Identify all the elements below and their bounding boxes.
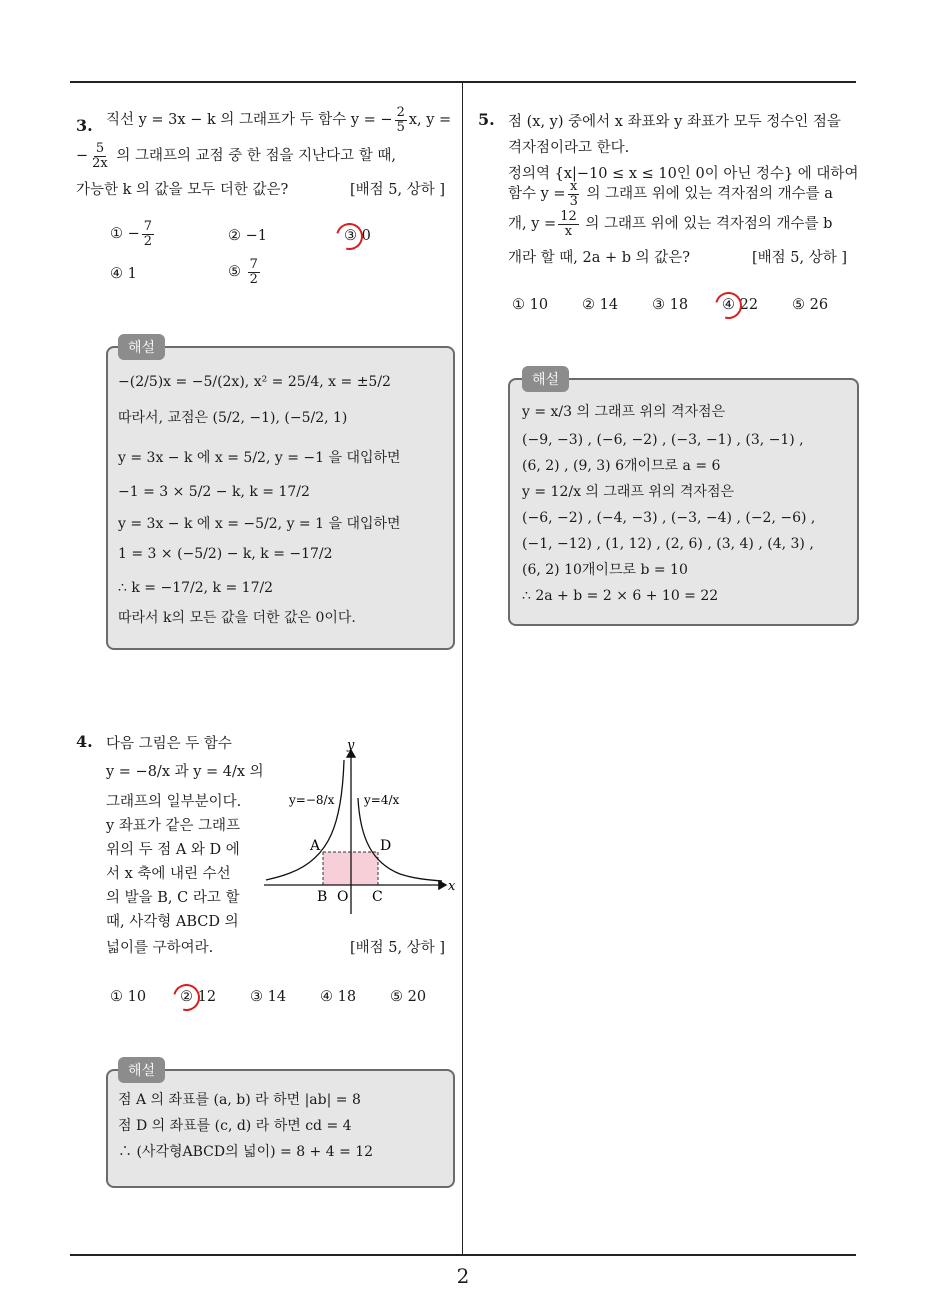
right-curve-label: y=4/x — [364, 793, 400, 807]
q3-sol-line: y = 3x − k 에 x = −5/2, y = 1 을 대입하면 — [118, 516, 401, 532]
q3-sol-line: y = 3x − k 에 x = 5/2, y = −1 을 대입하면 — [118, 450, 401, 466]
q5-choice-5[interactable]: ⑤ 26 — [792, 297, 829, 313]
q5-line2: 격자점이라고 한다. — [508, 140, 630, 156]
q4-choice-3[interactable]: ③ 14 — [250, 989, 287, 1005]
q3-choice-3[interactable]: ③ 0 — [344, 228, 371, 244]
answer-circle-mark — [331, 218, 368, 255]
q5-sol-line: (−1, −12) , (1, 12) , (2, 6) , (3, 4) , (4, 3) , — [522, 536, 814, 552]
column-divider — [462, 82, 463, 1254]
q3-sol-line: 따라서, 교점은 (5/2, −1), (−5/2, 1) — [118, 410, 348, 426]
q4-number: 4. — [76, 732, 93, 751]
q5-line3: 정의역 {x|−10 ≤ x ≤ 10인 0이 아닌 정수} 에 대하여 — [508, 166, 859, 182]
q5-choice-4[interactable]: ④ 22 — [722, 297, 759, 313]
q3-choice-1[interactable]: ① − $\frac{7}{2}$ — [110, 219, 153, 249]
q4-line: 의 발을 B, C 라고 할 — [106, 890, 240, 906]
q4-sol-line: ∴ (사각형ABCD의 넓이) = 8 + 4 = 12 — [118, 1144, 374, 1160]
q5-line1: 점 (x, y) 중에서 x 좌표와 y 좌표가 모두 정수인 점을 — [508, 114, 841, 130]
y-axis-label: y — [347, 738, 355, 753]
q5-sol-line: (−6, −2) , (−4, −3) , (−3, −4) , (−2, −6) , — [522, 510, 816, 526]
q4-sol-line: 점 D 의 좌표를 (c, d) 라 하면 cd = 4 — [118, 1118, 352, 1134]
origin-label: O — [337, 889, 349, 905]
q4-line: 넓이를 구하여라. — [106, 940, 214, 956]
bottom-rule — [70, 1254, 856, 1256]
q4-line: y 좌표가 같은 그래프 — [106, 818, 241, 834]
q3-sol-line: −1 = 3 × 5/2 − k, k = 17/2 — [118, 484, 310, 500]
q4-line: 때, 사각형 ABCD 의 — [106, 914, 239, 930]
q4-choice-2[interactable]: ② 12 — [180, 989, 217, 1005]
q5-sol-line: y = x/3 의 그래프 위의 격자점은 — [522, 404, 726, 420]
top-rule — [70, 81, 856, 83]
q3-choice-2[interactable]: ② −1 — [228, 228, 267, 244]
q3-solution-tab: 해설 — [118, 334, 165, 360]
answer-circle-mark — [710, 287, 747, 324]
q3-choice-5[interactable]: ⑤ $\frac{7}{2}$ — [228, 257, 258, 287]
q5-line5: 개, y = $\frac{12}{x}$ 의 그래프 위에 있는 격자점의 개수를 b — [508, 209, 833, 239]
q4-choice-5[interactable]: ⑤ 20 — [390, 989, 427, 1005]
q5-choice-1[interactable]: ① 10 — [512, 297, 549, 313]
q4-choice-1[interactable]: ① 10 — [110, 989, 147, 1005]
q3-sol-line: 1 = 3 × (−5/2) − k, k = −17/2 — [118, 546, 333, 562]
q3-score: [배점 5, 상하 ] — [350, 182, 446, 198]
q3-sol-line: 따라서 k의 모든 값을 더한 값은 0이다. — [118, 610, 356, 626]
q5-score: [배점 5, 상하 ] — [752, 250, 848, 266]
page-number: 2 — [456, 1264, 470, 1288]
q4-graph — [260, 738, 460, 916]
q3-frac-5-2x: $\frac{5}{2x}$ — [92, 141, 108, 171]
point-d-label: D — [380, 838, 392, 854]
q5-sol-line: (−9, −3) , (−6, −2) , (−3, −1) , (3, −1) , — [522, 432, 804, 448]
q4-line: 서 x 축에 내린 수선 — [106, 866, 231, 882]
q4-line: y = −8/x 과 y = 4/x 의 — [106, 764, 264, 780]
q3-frac-2-5: $\frac{2}{5}$ — [396, 105, 405, 135]
q5-choice-3[interactable]: ③ 18 — [652, 297, 689, 313]
left-curve-label: y=−8/x — [289, 793, 335, 807]
q3-line2: − $\frac{5}{2x}$ 의 그래프의 교점 중 한 점을 지난다고 할 때, — [76, 141, 396, 171]
q3-choice-4[interactable]: ④ 1 — [110, 266, 137, 282]
q5-line6: 개라 할 때, 2a + b 의 값은? — [508, 250, 690, 266]
q5-choice-2[interactable]: ② 14 — [582, 297, 619, 313]
q3-line3: 가능한 k 의 값을 모두 더한 값은? — [76, 182, 289, 198]
point-c-label: C — [372, 889, 383, 905]
q5-solution-tab: 해설 — [522, 366, 569, 392]
x-axis-label: x — [448, 879, 456, 894]
q5-sol-line: (6, 2) 10개이므로 b = 10 — [522, 562, 688, 578]
q4-sol-line: 점 A 의 좌표를 (a, b) 라 하면 |ab| = 8 — [118, 1092, 361, 1108]
q3-number: 3. — [76, 116, 93, 135]
q3-sol-line: ∴ k = −17/2, k = 17/2 — [118, 580, 274, 596]
q4-line: 다음 그림은 두 함수 — [106, 736, 232, 752]
q5-sol-line: ∴ 2a + b = 2 × 6 + 10 = 22 — [522, 588, 719, 604]
q3-sol-line: −(2/5)x = −5/(2x), x² = 25/4, x = ±5/2 — [118, 374, 391, 390]
point-a-label: A — [310, 838, 321, 854]
q5-number: 5. — [478, 110, 495, 129]
q4-line: 위의 두 점 A 와 D 에 — [106, 842, 240, 858]
q4-line: 그래프의 일부분이다. — [106, 794, 242, 810]
answer-circle-mark — [168, 979, 205, 1016]
q4-solution-tab: 해설 — [118, 1057, 165, 1083]
q5-line4: 함수 y = $\frac{x}{3}$ 의 그래프 위에 있는 격자점의 개수를 a — [508, 179, 833, 209]
q4-choice-4[interactable]: ④ 18 — [320, 989, 357, 1005]
point-b-label: B — [317, 889, 328, 905]
q5-sol-line: (6, 2) , (9, 3) 6개이므로 a = 6 — [522, 458, 721, 474]
q3-line1: 직선 y = 3x − k 의 그래프가 두 함수 y = − $\frac{2}{5}$ x, y = — [106, 105, 452, 135]
q5-sol-line: y = 12/x 의 그래프 위의 격자점은 — [522, 484, 735, 500]
q4-score: [배점 5, 상하 ] — [350, 940, 446, 956]
